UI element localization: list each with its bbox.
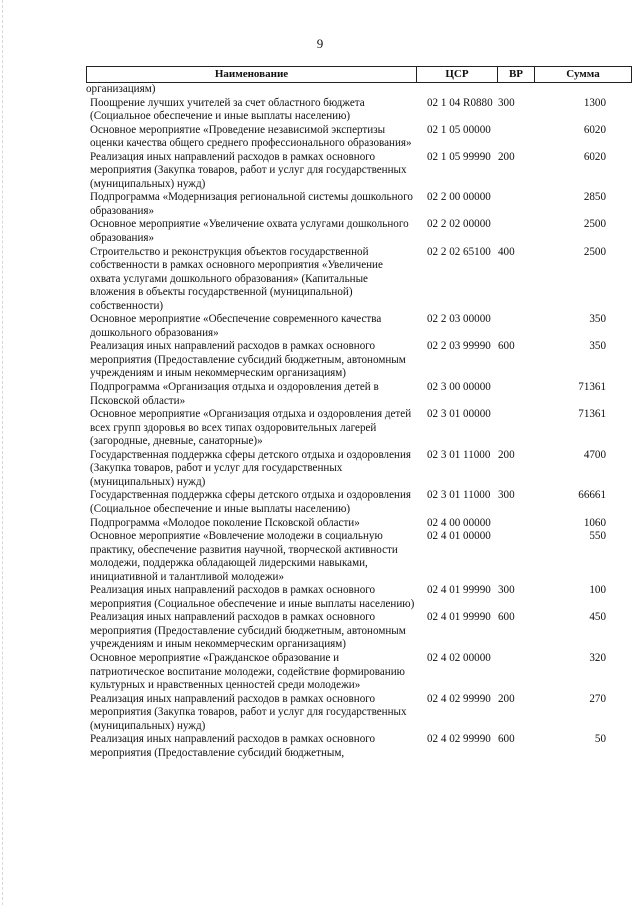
table-row: [86, 530, 632, 584]
row-name: Основное мероприятие «Организация отдыха и оздоровления детей всех групп здоровья во всех типах оздоровительных лагерей (загородные, дневные, санаторные)»: [90, 408, 412, 448]
header-csr: ЦСР: [417, 67, 498, 82]
row-sum: 100: [589, 584, 606, 597]
row-csr: 02 4 01 99990: [427, 611, 491, 624]
row-name: Основное мероприятие «Вовлечение молодежи в социальную практику, обеспечение развития научной, творческой активности молодежи, поддержка обладающей лидерскими навыками, инициативной и талантливой молодежи»: [90, 530, 398, 583]
row-sum: 1060: [583, 516, 606, 529]
row-csr: 02 1 04 R0880: [427, 96, 493, 109]
row-name: Государственная поддержка сферы детского отдыха и оздоровления (Социальное обеспечение и иные выплаты населению): [90, 489, 411, 515]
row-vr: 600: [498, 733, 515, 746]
row-csr: 02 1 05 99990: [427, 150, 491, 163]
table-row: [86, 124, 632, 151]
row-vr: 300: [498, 489, 515, 502]
row-sum: 550: [589, 530, 606, 543]
row-csr: 02 3 01 00000: [427, 408, 491, 421]
row-name: Поощрение лучших учителей за счет областного бюджета (Социальное обеспечение и иные выплаты населению): [90, 96, 365, 123]
table-row: [86, 584, 632, 611]
row-vr: 600: [498, 340, 515, 353]
table-header: [86, 66, 632, 83]
row-name: Реализация иных направлений расходов в рамках основного мероприятия (Закупка товаров, работ и услуг для государственных (муниципальных) нужд): [90, 150, 407, 190]
row-csr: 02 2 02 65100: [427, 245, 491, 258]
row-name: Подпрограмма «Организация отдыха и оздоровления детей в Псковской области»: [90, 381, 379, 407]
row-vr: 200: [498, 448, 515, 461]
row-csr: 02 4 00 00000: [427, 516, 491, 529]
row-vr: 300: [498, 584, 515, 597]
row-sum: 2500: [583, 245, 606, 258]
table-row: [86, 517, 632, 531]
row-sum: 2850: [583, 191, 606, 204]
row-sum: 50: [594, 733, 606, 746]
row-name: Строительство и реконструкция объектов государственной собственности в рамках основного мероприятия «Увеличение охвата услугами дошкольного образования» (Капитальные вложения в объекты государственной (муниципальной) собственности): [90, 245, 383, 312]
row-vr: 200: [498, 150, 515, 163]
table-row: [86, 218, 632, 245]
table-body: [86, 83, 632, 760]
row-sum: 66661: [578, 489, 606, 502]
row-csr: 02 2 03 00000: [427, 313, 491, 326]
row-csr: 02 2 02 00000: [427, 218, 491, 231]
row-csr: 02 4 01 00000: [427, 530, 491, 543]
row-name: организациям): [86, 83, 156, 95]
table-row: [86, 340, 632, 381]
row-name: Реализация иных направлений расходов в рамках основного мероприятия (Закупка товаров, работ и услуг для государственных (муниципальных) нужд): [90, 692, 407, 732]
row-name: Основное мероприятие «Гражданское образование и патриотическое воспитание молодежи, содействие формированию культурных и нравственных ценностей среди молодежи»: [90, 651, 405, 692]
header-name: Наименование: [87, 67, 417, 82]
row-name: Реализация иных направлений расходов в рамках основного мероприятия (Предоставление субсидий бюджетным,: [90, 733, 376, 759]
row-sum: 350: [589, 340, 606, 353]
row-csr: 02 4 02 99990: [427, 733, 491, 746]
budget-table: [86, 66, 632, 760]
row-sum: 6020: [583, 123, 606, 136]
row-name: Основное мероприятие «Обеспечение современного качества дошкольного образования»: [90, 313, 382, 339]
row-csr: 02 3 01 11000: [427, 489, 491, 502]
row-csr: 02 4 02 99990: [427, 692, 491, 705]
table-row: [86, 611, 632, 652]
table-row: [86, 83, 632, 97]
row-sum: 1300: [583, 96, 606, 109]
row-sum: 270: [589, 692, 606, 705]
row-name: Государственная поддержка сферы детского отдыха и оздоровления (Закупка товаров, работ и услуг для государственных (муниципальных) нужд): [90, 448, 411, 488]
row-csr: 02 4 02 00000: [427, 651, 491, 664]
table-row: [86, 151, 632, 192]
table-row: [86, 449, 632, 490]
header-sum: Сумма: [566, 68, 600, 80]
table-row: [86, 652, 632, 693]
table-row: [86, 733, 632, 760]
row-name: Реализация иных направлений расходов в рамках основного мероприятия (Предоставление субсидий бюджетным, автономным учреждениям и иным некоммерческим организациям): [90, 340, 406, 380]
table-row: [86, 381, 632, 408]
row-sum: 450: [589, 611, 606, 624]
row-sum: 6020: [583, 150, 606, 163]
row-name: Основное мероприятие «Увеличение охвата услугами дошкольного образования»: [90, 218, 409, 245]
header-vr: ВР: [498, 67, 535, 82]
row-csr: 02 3 01 11000: [427, 448, 491, 461]
table-row: [86, 191, 632, 218]
row-vr: 300: [498, 96, 515, 109]
row-csr: 02 4 01 99990: [427, 584, 491, 597]
row-vr: 600: [498, 611, 515, 624]
table-row: [86, 408, 632, 449]
row-csr: 02 2 03 99990: [427, 340, 491, 353]
row-sum: 350: [589, 313, 606, 326]
row-name: Реализация иных направлений расходов в рамках основного мероприятия (Предоставление субсидий бюджетным, автономным учреждениям и иным некоммерческим организациям): [90, 611, 406, 651]
row-sum: 320: [589, 651, 606, 664]
table-row: [86, 313, 632, 340]
row-vr: 200: [498, 692, 515, 705]
table-row: [86, 693, 632, 734]
table-row: [86, 97, 632, 124]
row-csr: 02 2 00 00000: [427, 191, 491, 204]
scan-margin-line: [2, 0, 3, 905]
page-number: 9: [316, 36, 324, 51]
table-row: [86, 246, 632, 314]
row-sum: 4700: [583, 448, 606, 461]
row-vr: 400: [498, 245, 515, 258]
row-name: Основное мероприятие «Проведение независимой экспертизы оценки качества общего среднего профессионального образования»: [90, 123, 412, 150]
row-sum: 71361: [578, 381, 606, 394]
row-name: Подпрограмма «Модернизация региональной системы дошкольного образования»: [90, 191, 413, 217]
row-sum: 71361: [578, 408, 606, 421]
row-csr: 02 3 00 00000: [427, 381, 491, 394]
table-row: [86, 489, 632, 516]
row-sum: 2500: [583, 218, 606, 231]
row-name: Подпрограмма «Молодое поколение Псковской области»: [90, 516, 360, 529]
row-name: Реализация иных направлений расходов в рамках основного мероприятия (Социальное обеспечение и иные выплаты населению): [90, 584, 415, 610]
row-csr: 02 1 05 00000: [427, 123, 491, 136]
